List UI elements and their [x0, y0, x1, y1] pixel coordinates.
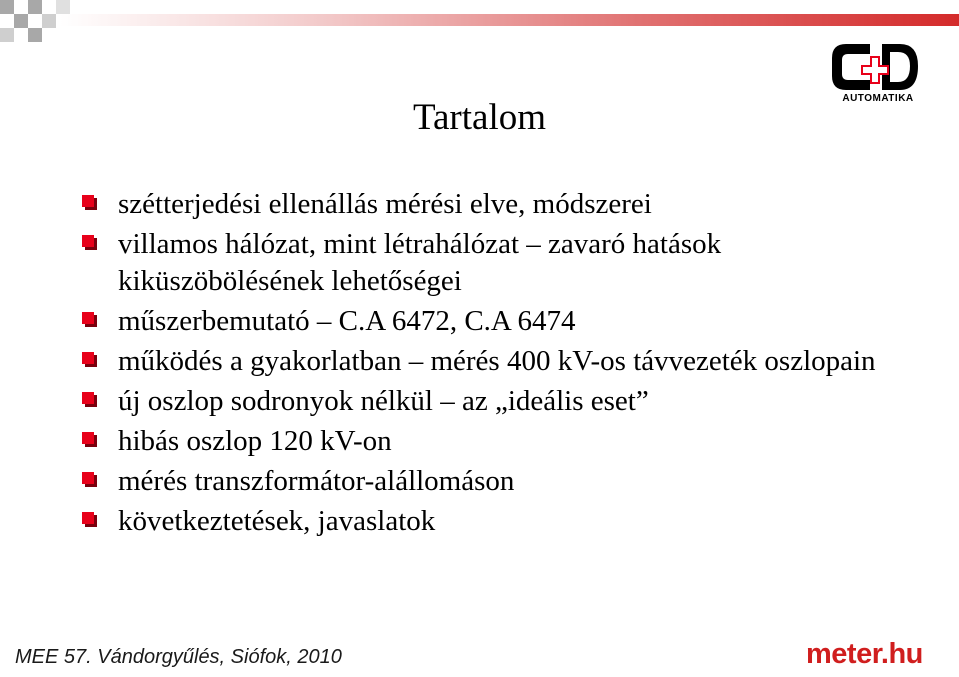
bullet-list	[82, 186, 882, 543]
meter-hu-logo: meter.hu	[806, 638, 923, 670]
bullet-text: villamos hálózat, mint létrahálózat – zavaró hatások kiküszöbölésének lehetőségei	[118, 228, 722, 297]
logo-brand-text: AUTOMATIKA	[842, 93, 914, 104]
bullet-text: új oszlop sodronyok nélkül – az „ideális eset”	[118, 385, 649, 417]
square-bullet-icon	[82, 432, 94, 444]
list-item	[82, 226, 882, 300]
square-bullet-icon	[82, 512, 94, 524]
square-bullet-icon	[82, 195, 94, 207]
bullet-text: működés a gyakorlatban – mérés 400 kV-os távvezeték oszlopain	[118, 345, 876, 377]
list-item	[82, 303, 882, 340]
list-item	[82, 463, 882, 500]
bullet-text: mérés transzformátor-alállomáson	[118, 465, 515, 497]
square-bullet-icon	[82, 472, 94, 484]
bullet-text: műszerbemutató – C.A 6472, C.A 6474	[118, 305, 576, 337]
square-bullet-icon	[82, 352, 94, 364]
bullet-text: szétterjedési ellenállás mérési elve, módszerei	[118, 188, 652, 220]
list-item	[82, 423, 882, 460]
decorative-header-band	[60, 14, 959, 26]
square-bullet-icon	[82, 235, 94, 247]
slide-title: Tartalom	[412, 97, 547, 138]
bullet-text: következtetések, javaslatok	[118, 505, 436, 537]
list-item	[82, 503, 882, 540]
square-bullet-icon	[82, 392, 94, 404]
decorative-corner-squares	[0, 0, 80, 60]
list-item	[82, 343, 882, 380]
footer-event-text: MEE 57. Vándorgyűlés, Siófok, 2010	[15, 646, 342, 668]
list-item	[82, 383, 882, 420]
square-bullet-icon	[82, 312, 94, 324]
bullet-text: hibás oszlop 120 kV-on	[118, 425, 392, 457]
list-item	[82, 186, 882, 223]
